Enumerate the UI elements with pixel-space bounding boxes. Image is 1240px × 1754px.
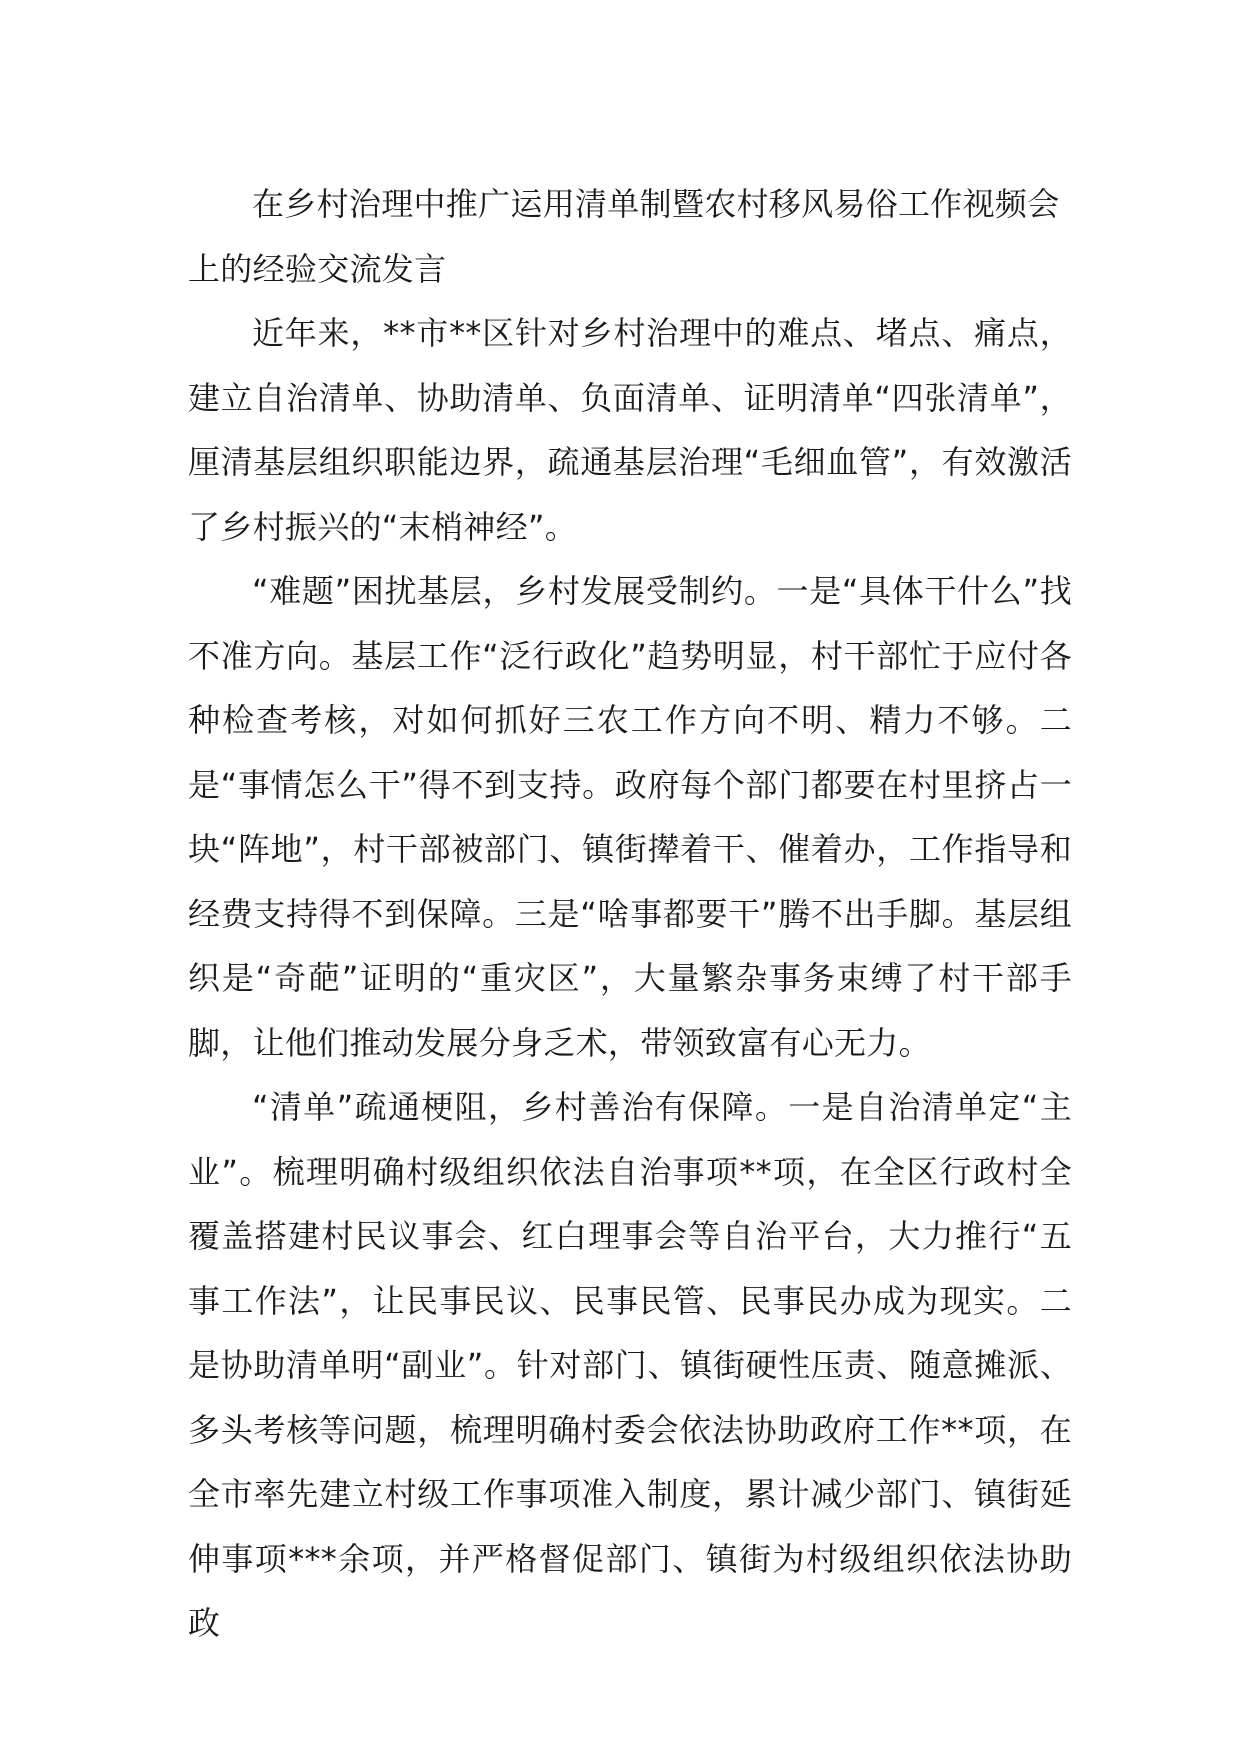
paragraph-lists: “清单”疏通梗阻，乡村善治有保障。一是自治清单定“主业”。梳理明确村级组织依法自治事项**项，在全区行政村全覆盖搭建村民议事会、红白理事会等自治平台，大力推行“五事工作法”，让民事民议、民事民管、民事民办成为现实。二是协助清单明“副业”。针对部门、镇街硬性压责、随意摊派、多头考核等问题，梳理明确村委会依法协助政府工作**项，在全市率先建立村级工作事项准入制度，累计减少部门、镇街延伸事项***余项，并严格督促部门、镇街为村级组织依法协助政 bbox=[188, 1088, 1072, 1642]
paragraph-intro: 近年来，**市**区针对乡村治理中的难点、堵点、痛点，建立自治清单、协助清单、负面清单、证明清单“四张清单”，厘清基层组织职能边界，疏通基层治理“毛细血管”，有效激活了乡村振兴的“末梢神经”。 bbox=[188, 314, 1072, 546]
document-title: 在乡村治理中推广运用清单制暨农村移风易俗工作视频会上的经验交流发言 bbox=[188, 185, 1060, 288]
document-body bbox=[188, 172, 1072, 1656]
paragraph-problems: “难题”困扰基层，乡村发展受制约。一是“具体干什么”找不准方向。基层工作“泛行政化”趋势明显，村干部忙于应付各种检查考核，对如何抓好三农工作方向不明、精力不够。二是“事情怎么干”得不到支持。政府每个部门都要在村里挤占一块“阵地”，村干部被部门、镇街撵着干、催着办，工作指导和经费支持得不到保障。三是“啥事都要干”腾不出手脚。基层组织是“奇葩”证明的“重灾区”，大量繁杂事务束缚了村干部手脚，让他们推动发展分身乏术，带领致富有心无力。 bbox=[188, 572, 1072, 1062]
